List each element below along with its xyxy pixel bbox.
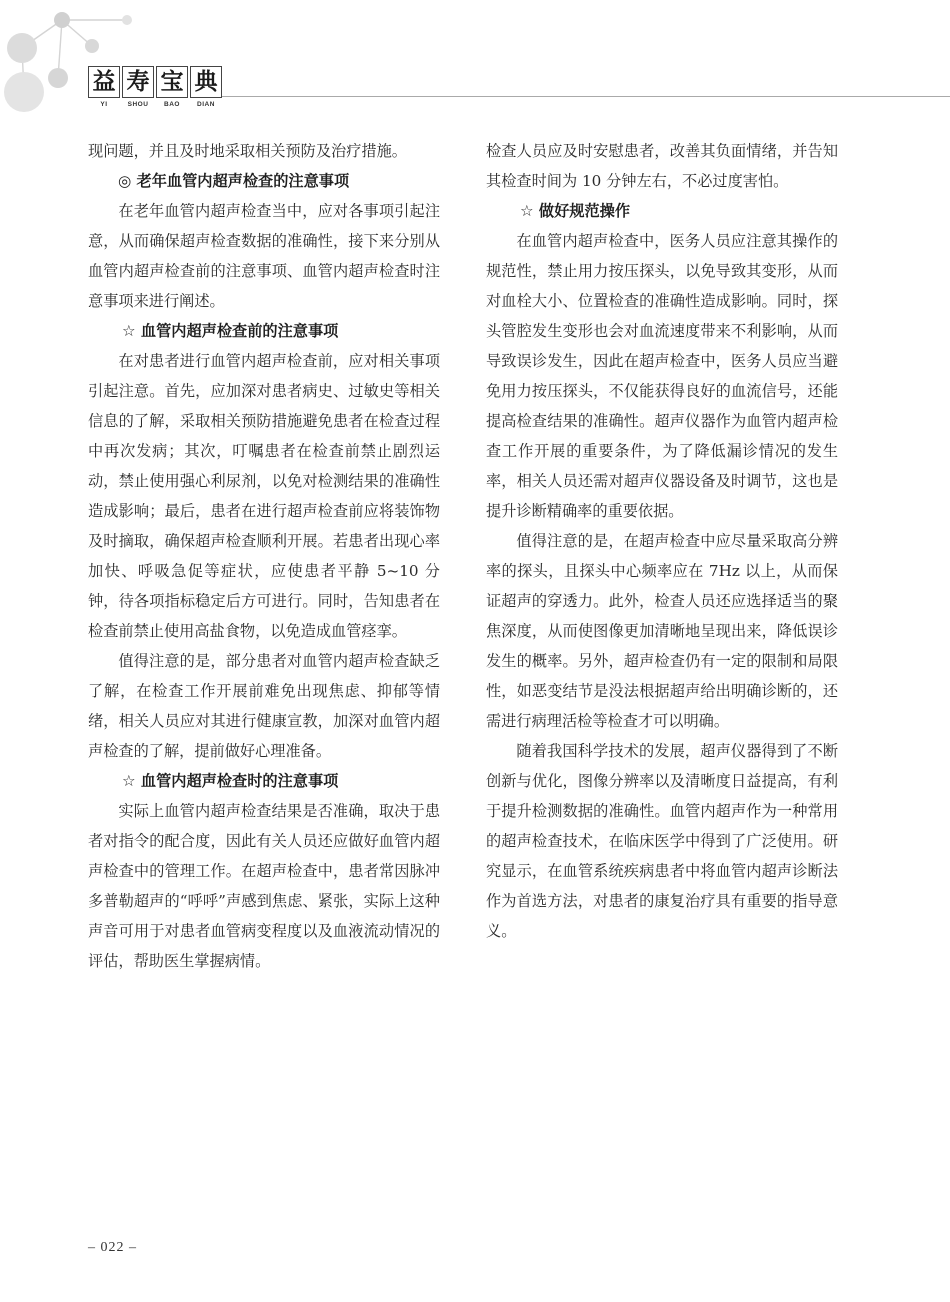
paragraph: 值得注意的是，部分患者对血管内超声检查缺乏了解，在检查工作开展前难免出现焦虑、抑郁等情绪，相关人员应对其进行健康宣教，加深对血管内超声检查的了解，提前做好心理准备。 bbox=[88, 652, 440, 760]
section-heading: ◎ 老年血管内超声检查的注意事项 bbox=[118, 172, 350, 190]
brand-char: 典 bbox=[190, 66, 222, 98]
paragraph: 检查人员应及时安慰患者，改善其负面情绪，并告知其检查时间为 10 分钟左右，不必过度害怕。 bbox=[486, 142, 838, 190]
brand-char: 寿 bbox=[122, 66, 154, 98]
subsection-heading: ☆ 做好规范操作 bbox=[520, 202, 631, 220]
right-column bbox=[486, 136, 838, 946]
molecule-decoration bbox=[0, 0, 160, 130]
brand-char: 宝 bbox=[156, 66, 188, 98]
brand-pinyin-syllable: DIAN bbox=[197, 101, 215, 108]
subsection-heading: ☆ 血管内超声检查前的注意事项 bbox=[122, 322, 339, 340]
paragraph: 实际上血管内超声检查结果是否准确，取决于患者对指令的配合度，因此有关人员还应做好血管内超声检查中的管理工作。在超声检查中，患者常因脉冲多普勒超声的“呼呼”声感到焦虑、紧张，实际上这种声音可用于对患者血管病变程度以及血液流动情况的评估，帮助医生掌握病情。 bbox=[88, 802, 440, 970]
left-column bbox=[88, 136, 440, 976]
brand-title bbox=[88, 66, 222, 98]
page-number: – 022 – bbox=[88, 1240, 137, 1255]
subsection-heading: ☆ 血管内超声检查时的注意事项 bbox=[122, 772, 339, 790]
magazine-brand bbox=[88, 66, 222, 108]
brand-pinyin-syllable: SHOU bbox=[127, 101, 149, 108]
paragraph: 现问题，并且及时地采取相关预防及治疗措施。 bbox=[88, 142, 407, 160]
paragraph: 值得注意的是，在超声检查中应尽量采取高分辨率的探头，且探头中心频率应在 7Hz 以上，从而保证超声的穿透力。此外，检查人员还应选择适当的聚焦深度，从而使图像更加清晰地呈现出来，降低误诊发生的概率。另外，超声检查仍有一定的限制和局限性，如恶变结节是没法根据超声给出明确诊断的，还需进行病理活检等检查才可以明确。 bbox=[486, 532, 838, 730]
header-rule bbox=[222, 96, 950, 97]
paragraph: 在对患者进行血管内超声检查前，应对相关事项引起注意。首先，应加深对患者病史、过敏史等相关信息的了解，采取相关预防措施避免患者在检查过程中再次发病；其次，叮嘱患者在检查前禁止剧烈运动，禁止使用强心利尿剂，以免对检测结果的准确性造成影响；最后，患者在进行超声检查前应将装饰物及时摘取，确保超声检查顺利开展。若患者出现心率加快、呼吸急促等症状，应使患者平静 5~10 分钟，待各项指标稳定后方可进行。同时，告知患者在检查前禁止使用高盐食物，以免造成血管痉挛。 bbox=[88, 352, 440, 640]
paragraph: 随着我国科学技术的发展，超声仪器得到了不断创新与优化，图像分辨率以及清晰度日益提高，有利于提升检测数据的准确性。血管内超声作为一种常用的超声检查技术，在临床医学中得到了广泛使用。研究显示，在血管系统疾病患者中将血管内超声诊断法作为首选方法，对患者的康复治疗具有重要的指导意义。 bbox=[486, 742, 838, 940]
brand-pinyin bbox=[88, 101, 222, 108]
brand-char: 益 bbox=[88, 66, 120, 98]
brand-pinyin-syllable: BAO bbox=[164, 101, 180, 108]
paragraph: 在血管内超声检查中，医务人员应注意其操作的规范性，禁止用力按压探头，以免导致其变形，从而对血栓大小、位置检查的准确性造成影响。同时，探头管腔发生变形也会对血流速度带来不利影响，从而导致误诊发生，因此在超声检查中，医务人员应当避免用力按压探头，不仅能获得良好的血流信号，还能提高检查结果的准确性。超声仪器作为血管内超声检查工作开展的重要条件，为了降低漏诊情况的发生率，相关人员还需对超声仪器设备及时调节，这也是提升诊断精确率的重要依据。 bbox=[486, 232, 838, 520]
brand-pinyin-syllable: YI bbox=[100, 101, 108, 108]
paragraph: 在老年血管内超声检查当中，应对各事项引起注意，从而确保超声检查数据的准确性，接下来分别从血管内超声检查前的注意事项、血管内超声检查时注意事项来进行阐述。 bbox=[88, 202, 440, 310]
